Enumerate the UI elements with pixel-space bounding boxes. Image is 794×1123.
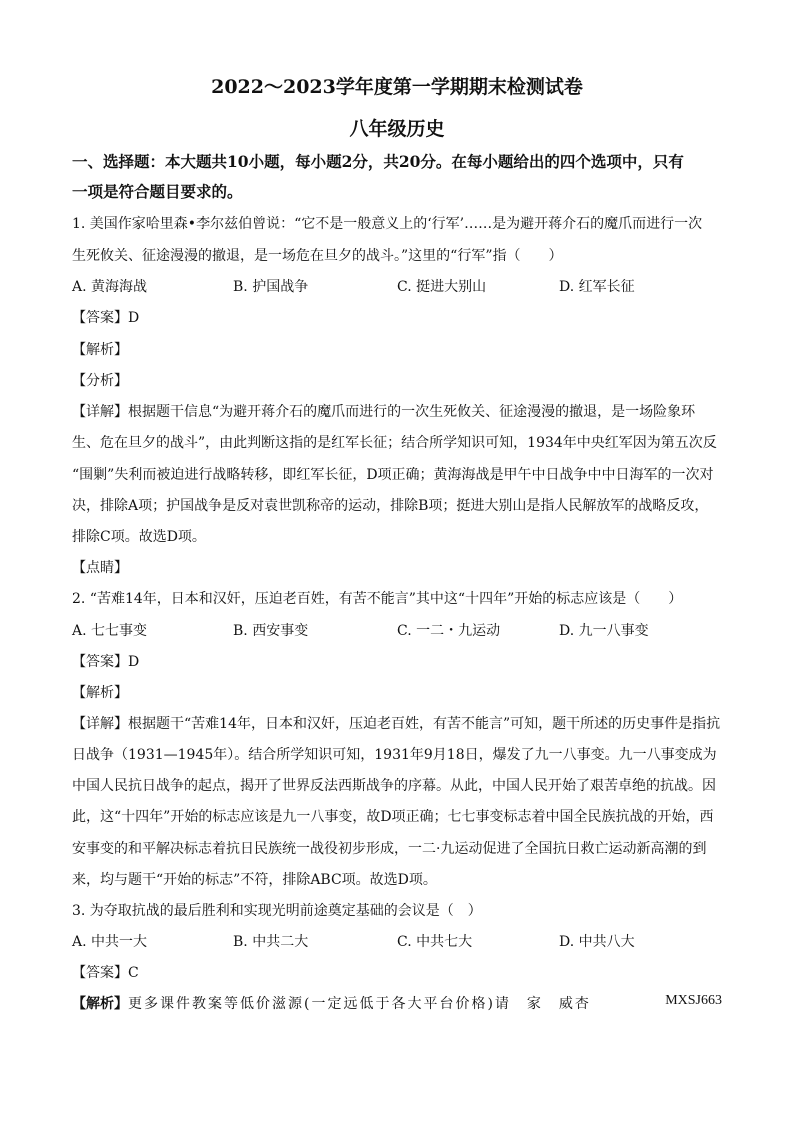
q2-analysis-label: 【解析】 <box>72 685 128 701</box>
q1-detail-line: 排除C项。故选D项。 <box>72 529 206 545</box>
q2-option-b: B. 西安事变 <box>233 623 309 639</box>
q2-detail-line: 来，均与题干“开始的标志”不符，排除ABC项。故选D项。 <box>72 872 437 888</box>
q2-detail-line: 此，这“十四年”开始的标志应该是九一八事变，故D项正确；七七事变标志着中国全民族抗战的开始，西 <box>72 809 714 825</box>
q2-answer: 【答案】D <box>72 654 140 670</box>
q1-stem-line2: 生死攸关、征途漫漫的撤退，是一场危在旦夕的战斗。”这里的“行军”指（ ） <box>72 248 563 264</box>
q2-option-d: D. 九一八事变 <box>559 623 649 639</box>
q1-stem-line1: 1. 美国作家哈里森•李尔兹伯曾说：“它不是一般意义上的‘行军’……是为避开蒋介石的魔爪而进行一次 <box>72 216 703 232</box>
q1-option-b: B. 护国战争 <box>233 279 309 295</box>
q1-detail-line: 生、危在旦夕的战斗”，由此判断这指的是红军长征；结合所学知识可知，1934年中央红军因为第五次反 <box>72 435 717 451</box>
q2-option-a: A. 七七事变 <box>72 623 148 639</box>
q2-detail-line: 中国人民抗日战争的起点，揭开了世界反法西斯战争的序幕。从此，中国人民开始了艰苦卓绝的抗战。因 <box>72 778 716 794</box>
q2-option-c: C. 一二・九运动 <box>397 623 501 639</box>
q2-detail-line: 【详解】根据题干“苦难14年，日本和汉奸，压迫老百姓，有苦不能言”可知，题干所述的历史事件是指抗 <box>72 716 721 732</box>
q3-option-b: B. 中共二大 <box>233 934 309 950</box>
q3-option-a: A. 中共一大 <box>72 934 148 950</box>
q1-option-c: C. 挺进大别山 <box>397 279 487 295</box>
section-heading-line2: 一项是符合题目要求的。 <box>72 182 243 201</box>
q3-stem-line1: 3. 为夺取抗战的最后胜利和实现光明前途奠定基础的会议是（ ） <box>72 903 482 919</box>
q2-detail-line: 日战争（1931—1945年）。结合所学知识可知，1931年9月18日，爆发了九一八事变。九一八事变成为 <box>72 747 717 763</box>
q1-detail-line: 决，排除A项；护国战争是反对袁世凯称帝的运动，排除B项；挺进大别山是指人民解放军的战略反攻， <box>72 498 709 514</box>
q1-analysis-label: 【解析】 <box>72 342 128 358</box>
q1-dianjing-label: 【点睛】 <box>72 560 128 576</box>
q1-option-a: A. 黄海海战 <box>72 279 148 295</box>
exam-title: 2022～2023学年度第一学期期末检测试卷 <box>211 76 583 98</box>
section-heading-line1: 一、选择题：本大题共10小题，每小题2分，共20分。在每小题给出的四个选项中，只有 <box>72 152 684 171</box>
exam-subtitle: 八年级历史 <box>349 118 445 140</box>
footer-analysis-label: 【解析】 <box>72 996 128 1012</box>
q1-option-d: D. 红军长征 <box>559 279 635 295</box>
q2-detail-line: 安事变的和平解决标志着抗日民族统一战役初步形成，一二·九运动促进了全国抗日救亡运动新高潮的到 <box>72 841 707 857</box>
q3-option-d: D. 中共八大 <box>559 934 635 950</box>
footer-line <box>72 993 722 1013</box>
footer-promo-text: 更多课件教案等低价滋源(一定远低于各大平台价格)请 家 威杏 <box>128 996 591 1012</box>
q1-detail-line: “围剿”失利而被迫进行战略转移，即红军长征，D项正确；黄海海战是甲午中日战争中中日海军的一次对 <box>72 467 714 483</box>
footer-code: MXSJ663 <box>665 993 722 1008</box>
q3-option-c: C. 中共七大 <box>397 934 473 950</box>
q1-detail-line: 【详解】根据题干信息“为避开蒋介石的魔爪而进行的一次生死攸关、征途漫漫的撤退，是一场险象环 <box>72 404 696 420</box>
q3-answer: 【答案】C <box>72 965 139 981</box>
q2-stem-line1: 2. “苦难14年，日本和汉奸，压迫老百姓，有苦不能言”其中这“十四年”开始的标志应该是（ ） <box>72 591 683 607</box>
q1-fenxi-label: 【分析】 <box>72 373 128 389</box>
q1-answer: 【答案】D <box>72 310 140 326</box>
